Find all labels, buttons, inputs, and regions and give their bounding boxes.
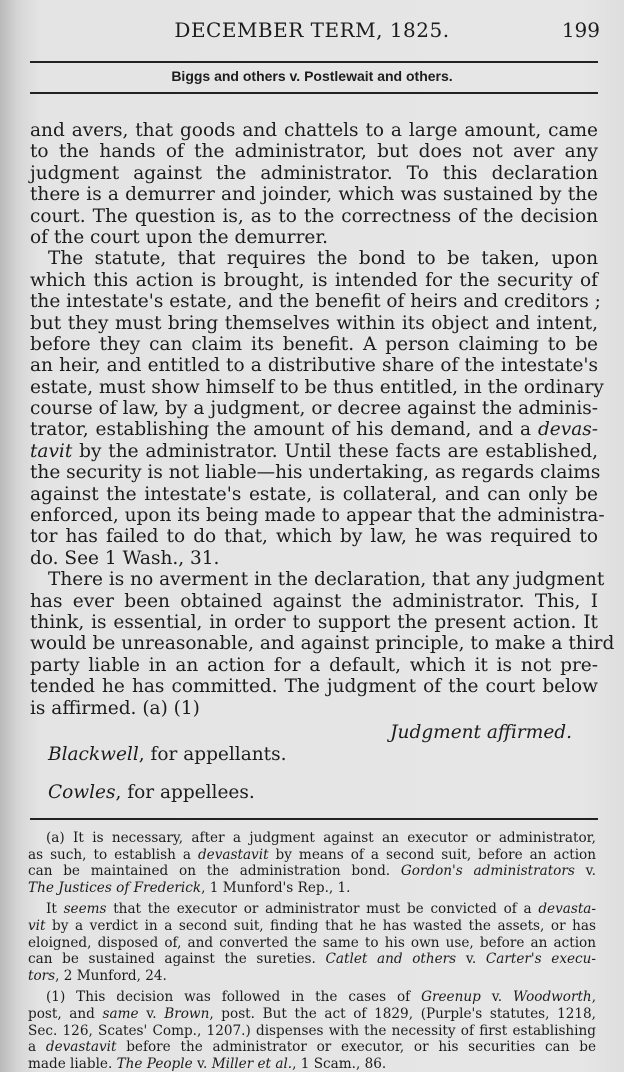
text-line xyxy=(28,1039,596,1056)
italic-segment: Greenup xyxy=(421,989,481,1006)
text-segment: and avers, that goods and chattels to a large amount, came xyxy=(30,120,598,141)
running-case-title: Biggs and others v. Postlewait and others. xyxy=(171,68,453,84)
running-title-rule xyxy=(30,92,598,94)
text-line xyxy=(30,334,598,355)
text-line xyxy=(30,120,598,141)
text-line xyxy=(28,935,596,952)
text-segment: there is a demurrer and joinder, which was sustained by the xyxy=(30,184,598,206)
text-segment: to the hands of the administrator, but does not aver any xyxy=(30,141,598,163)
text-segment: course of law, by a judgment, or decree against the adminis- xyxy=(30,398,598,420)
italic-segment: devasta- xyxy=(538,901,596,918)
text-segment: which this action is brought, is intended for the security of xyxy=(30,269,598,291)
italic-segment: Gordon's administrators xyxy=(400,863,575,880)
text-line xyxy=(30,591,598,612)
text-segment: before the administrator or executor, or his securities can be xyxy=(116,1039,596,1056)
text-segment: , 1 Scam., 86. xyxy=(292,1055,387,1072)
text-segment: , post. But the act of 1829, (Purple's statutes, 1218, xyxy=(209,1005,596,1022)
italic-segment: Brown xyxy=(164,1005,210,1022)
text-segment: the security is not liable—his undertaking, as regards claims xyxy=(30,462,601,484)
text-segment: has ever been obtained against the administrator. This, I xyxy=(30,590,598,612)
text-line xyxy=(28,901,596,918)
text-line xyxy=(30,548,598,569)
italic-segment: Catlet and others xyxy=(325,951,457,968)
italic-segment: Carter's execu- xyxy=(485,951,596,968)
text-segment: post, and xyxy=(28,1005,103,1022)
italic-segment: vit xyxy=(28,917,46,934)
text-line xyxy=(30,141,598,162)
text-line xyxy=(30,376,604,398)
text-segment: (1) This decision was followed in the cases of xyxy=(46,989,422,1006)
text-segment: before they can claim its benefit. A person claiming to be xyxy=(30,333,598,355)
text-segment: tor has failed to do that, which by law, he was required to xyxy=(30,526,598,548)
text-line xyxy=(28,951,596,968)
text-line xyxy=(28,1023,596,1040)
text-line xyxy=(30,484,598,505)
text-segment: , xyxy=(591,989,597,1006)
italic-segment: tors xyxy=(28,967,56,984)
text-segment: v. xyxy=(456,951,486,968)
opinion-body xyxy=(30,120,615,719)
text-segment: but they must bring themselves within its object and intent, xyxy=(30,312,598,334)
text-segment: estate, must show himself to be thus entitled, in the ordinary xyxy=(30,376,604,398)
text-segment: of the court upon the demurrer. xyxy=(30,226,329,248)
footnotes xyxy=(28,830,596,1072)
italic-segment: The Justices of Frederick xyxy=(28,879,202,896)
text-line xyxy=(30,612,598,633)
italic-segment: tavit xyxy=(30,440,73,462)
counsel-appellants xyxy=(48,744,286,765)
page-header xyxy=(0,18,624,48)
text-line xyxy=(30,184,598,205)
text-segment: a xyxy=(28,1039,46,1056)
counsel-role: , for appellants. xyxy=(138,744,287,765)
text-segment: eloigned, disposed of, and converted the same to his own use, before an action xyxy=(28,934,596,951)
italic-segment: Miller et al. xyxy=(211,1055,293,1072)
text-line xyxy=(30,633,615,655)
text-segment: (a) It is necessary, after a judgment against an executor or administrator, xyxy=(46,830,596,846)
text-line xyxy=(28,880,596,897)
text-segment: against the intestate's estate, is collateral, and can only be xyxy=(30,483,598,505)
text-line xyxy=(30,505,605,527)
page-number: 199 xyxy=(561,18,600,42)
text-segment: think, is essential, in order to support the present action. It xyxy=(30,611,598,633)
text-segment: v. xyxy=(192,1055,212,1072)
text-line xyxy=(28,918,596,935)
italic-segment: devastavit xyxy=(197,846,269,863)
text-segment: Sec. 126, Scates' Comp., 1207.) dispenses with the necessity of first establishing xyxy=(28,1022,596,1039)
text-line xyxy=(30,227,598,248)
text-segment: , 1 Munford's Rep., 1. xyxy=(201,879,351,896)
italic-segment: same xyxy=(102,1005,139,1022)
text-segment: is affirmed. (a) (1) xyxy=(30,697,200,719)
footnote-rule xyxy=(30,818,598,820)
text-line xyxy=(30,313,598,334)
text-segment: do. See 1 Wash., 31. xyxy=(30,547,220,569)
italic-segment: devas- xyxy=(537,419,598,441)
text-line xyxy=(30,526,598,547)
text-segment: v. xyxy=(574,863,596,880)
text-segment: as such, to establish a xyxy=(28,846,198,863)
text-segment: There is no averment in the declaration, that any judgment xyxy=(48,569,605,591)
text-line xyxy=(30,441,598,462)
counsel-appellees xyxy=(48,782,255,803)
text-segment: The statute, that requires the bond to be taken, upon xyxy=(48,248,598,270)
text-segment: by a verdict in a second suit, finding that he has wasted the assets, or has xyxy=(45,917,596,934)
text-line xyxy=(28,1056,596,1072)
text-segment: the intestate's estate, and the benefit of heirs and creditors ; xyxy=(30,291,601,313)
text-line xyxy=(30,462,601,484)
text-line xyxy=(30,569,605,591)
text-line xyxy=(30,676,598,697)
text-segment: trator, establishing the amount of his demand, and a xyxy=(30,419,538,441)
text-line xyxy=(28,847,596,864)
text-segment: It xyxy=(46,901,64,918)
text-segment: enforced, upon its being made to appear that the administra- xyxy=(30,505,605,527)
text-segment: would be unreasonable, and against principle, to make a third xyxy=(30,633,615,655)
text-segment: can be sustained against the sureties. xyxy=(28,951,326,968)
text-line xyxy=(30,698,598,719)
italic-segment: The People xyxy=(116,1055,193,1072)
counsel-name: Cowles xyxy=(48,782,116,803)
text-line xyxy=(28,830,596,847)
text-segment: v. xyxy=(480,989,514,1006)
header-rule xyxy=(30,61,598,63)
counsel-role: , for appellees. xyxy=(115,782,255,803)
text-segment: judgment against the administrator. To this declaration xyxy=(30,162,598,184)
text-segment: by the administrator. Until these facts are established, xyxy=(72,440,598,462)
text-line xyxy=(30,163,598,184)
text-segment: can be maintained on the administration bond. xyxy=(28,863,401,880)
text-line xyxy=(30,419,598,440)
counsel-name: Blackwell xyxy=(48,744,139,765)
term-title: DECEMBER TERM, 1825. xyxy=(174,18,450,42)
text-line xyxy=(30,398,598,419)
text-line xyxy=(30,291,601,313)
text-line xyxy=(28,968,596,985)
text-segment: tended he has committed. The judgment of the court below xyxy=(30,676,598,698)
text-segment: court. The question is, as to the correctness of the decision xyxy=(30,205,598,227)
text-line xyxy=(30,248,598,269)
text-segment: made liable. xyxy=(28,1055,117,1072)
text-segment: that the executor or administrator must be convicted of a xyxy=(106,901,539,918)
text-segment: , 2 Munford, 24. xyxy=(55,967,167,984)
text-segment: v. xyxy=(138,1005,165,1022)
italic-segment: Woodworth xyxy=(513,989,592,1006)
text-line xyxy=(30,355,598,376)
text-line xyxy=(28,863,596,880)
judgment-line: Judgment affirmed. xyxy=(390,722,572,743)
text-line xyxy=(28,1006,596,1023)
text-segment: party liable in an action for a default, which it is not pre- xyxy=(30,654,598,676)
text-line xyxy=(30,655,598,676)
text-line xyxy=(30,206,598,227)
italic-segment: seems xyxy=(63,901,107,918)
text-segment: by means of a second suit, before an action xyxy=(268,846,596,863)
text-line xyxy=(30,270,598,291)
text-line xyxy=(28,989,596,1006)
italic-segment: devastavit xyxy=(45,1039,117,1056)
text-segment: an heir, and entitled to a distributive share of the intestate's xyxy=(30,355,598,377)
